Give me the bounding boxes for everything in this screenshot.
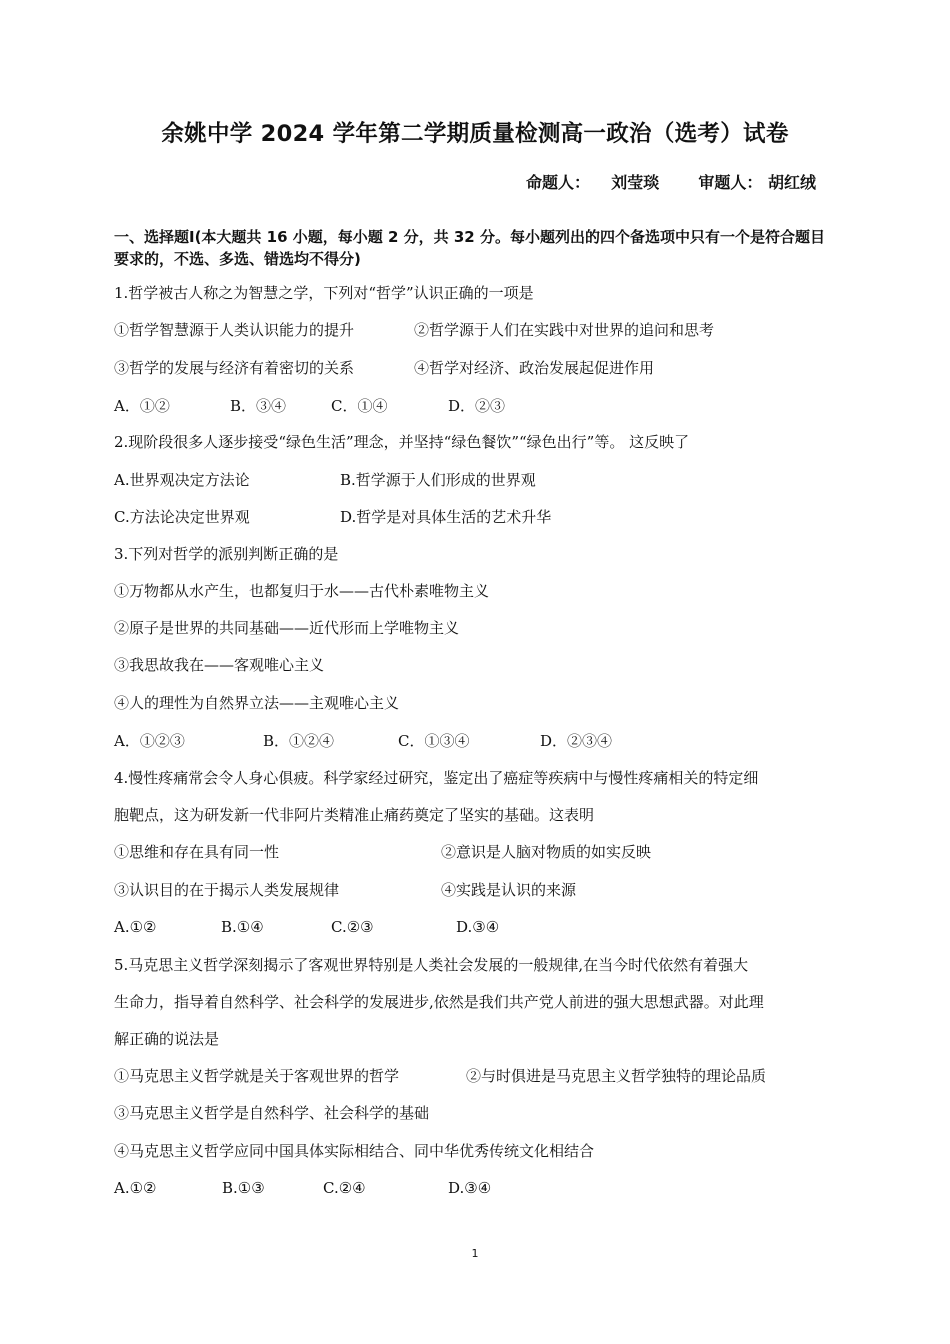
answer-option: B.①③ [222,1179,265,1197]
answer-option: B.哲学源于人们形成的世界观 [340,471,536,489]
author-label: 命题人： [526,173,591,192]
answer-option: C.②③ [331,918,374,936]
answer-option: C.②④ [323,1179,366,1197]
question-stem: 4.慢性疼痛常会令人身心俱疲。科学家经过研究，鉴定出了癌症等疾病中与慢性疼痛相关的特定细 [114,769,759,787]
question-stem: 胞靶点，这为研发新一代非阿片类精准止痛药奠定了坚实的基础。这表明 [114,806,595,824]
statement: ④人的理性为自然界立法——主观唯心主义 [114,694,400,712]
statement: ③马克思主义哲学是自然科学、社会科学的基础 [114,1104,430,1122]
statement: ①哲学智慧源于人类认识能力的提升 [114,321,355,339]
statement: ③认识目的在于揭示人类发展规律 [114,881,340,899]
author-line [526,170,816,193]
answer-option: B．①②④ [263,732,335,750]
answer-option: A.①② [114,1179,157,1197]
answer-option: A.①② [114,918,157,936]
section-heading: 一、选择题Ⅰ(本大题共 16 小题，每小题 2 分，共 32 分。每小题列出的四个备选项中只有一个是符合题目要求的，不选、多选、错选均不得分) [114,228,825,268]
author-name: 刘莹琰 [611,173,660,192]
question-stem: 生命力，指导着自然科学、社会科学的发展进步,依然是我们共产党人前进的强大思想武器。对此理 [114,993,764,1011]
question-stem: 解正确的说法是 [114,1030,220,1048]
answer-option: D.③④ [448,1179,492,1197]
answer-option: A.世界观决定方法论 [114,471,250,489]
answer-option: C．①④ [331,397,388,415]
statement: ①思维和存在具有同一性 [114,843,280,861]
statement: ④哲学对经济、政治发展起促进作用 [414,359,655,377]
statement: ②哲学源于人们在实践中对世界的追问和思考 [414,321,715,339]
statement: ②意识是人脑对物质的如实反映 [441,843,652,861]
question-stem: 5.马克思主义哲学深刻揭示了客观世界特别是人类社会发展的一般规律,在当今时代依然有着强大 [114,956,749,974]
question-stem: 1.哲学被古人称之为智慧之学，下列对“哲学”认识正确的一项是 [114,284,534,302]
answer-option: D.③④ [456,918,500,936]
answer-option: C.方法论决定世界观 [114,508,250,526]
answer-option: C．①③④ [398,732,470,750]
statement: ②与时俱进是马克思主义哲学独特的理论品质 [466,1067,767,1085]
answer-option: B.①④ [221,918,264,936]
reviewer-name: 胡红绒 [767,173,816,192]
question-stem: 2.现阶段很多人逐步接受“绿色生活”理念，并坚持“绿色餐饮”“绿色出行”等。 这反映了 [114,433,690,451]
statement: ③哲学的发展与经济有着密切的关系 [114,359,355,377]
question-stem: 3.下列对哲学的派别判断正确的是 [114,545,339,563]
statement: ④马克思主义哲学应同中国具体实际相结合、同中华优秀传统文化相结合 [114,1142,595,1160]
page-title: 余姚中学 2024 学年第二学期质量检测高一政治（选考）试卷 [161,121,789,147]
answer-option: D.哲学是对具体生活的艺术升华 [340,508,552,526]
answer-option: B．③④ [230,397,287,415]
statement: ①马克思主义哲学就是关于客观世界的哲学 [114,1067,400,1085]
answer-option: D．②③ [448,397,506,415]
page-number: 1 [471,1247,479,1260]
reviewer-label: 审题人： [698,173,763,192]
statement: ①万物都从水产生，也都复归于水——古代朴素唯物主义 [114,582,490,600]
answer-option: D．②③④ [540,732,613,750]
statement: ③我思故我在——客观唯心主义 [114,656,325,674]
statement: ②原子是世界的共同基础——近代形而上学唯物主义 [114,619,460,637]
answer-option: A．①② [114,397,170,415]
statement: ④实践是认识的来源 [441,881,577,899]
answer-option: A．①②③ [114,732,185,750]
